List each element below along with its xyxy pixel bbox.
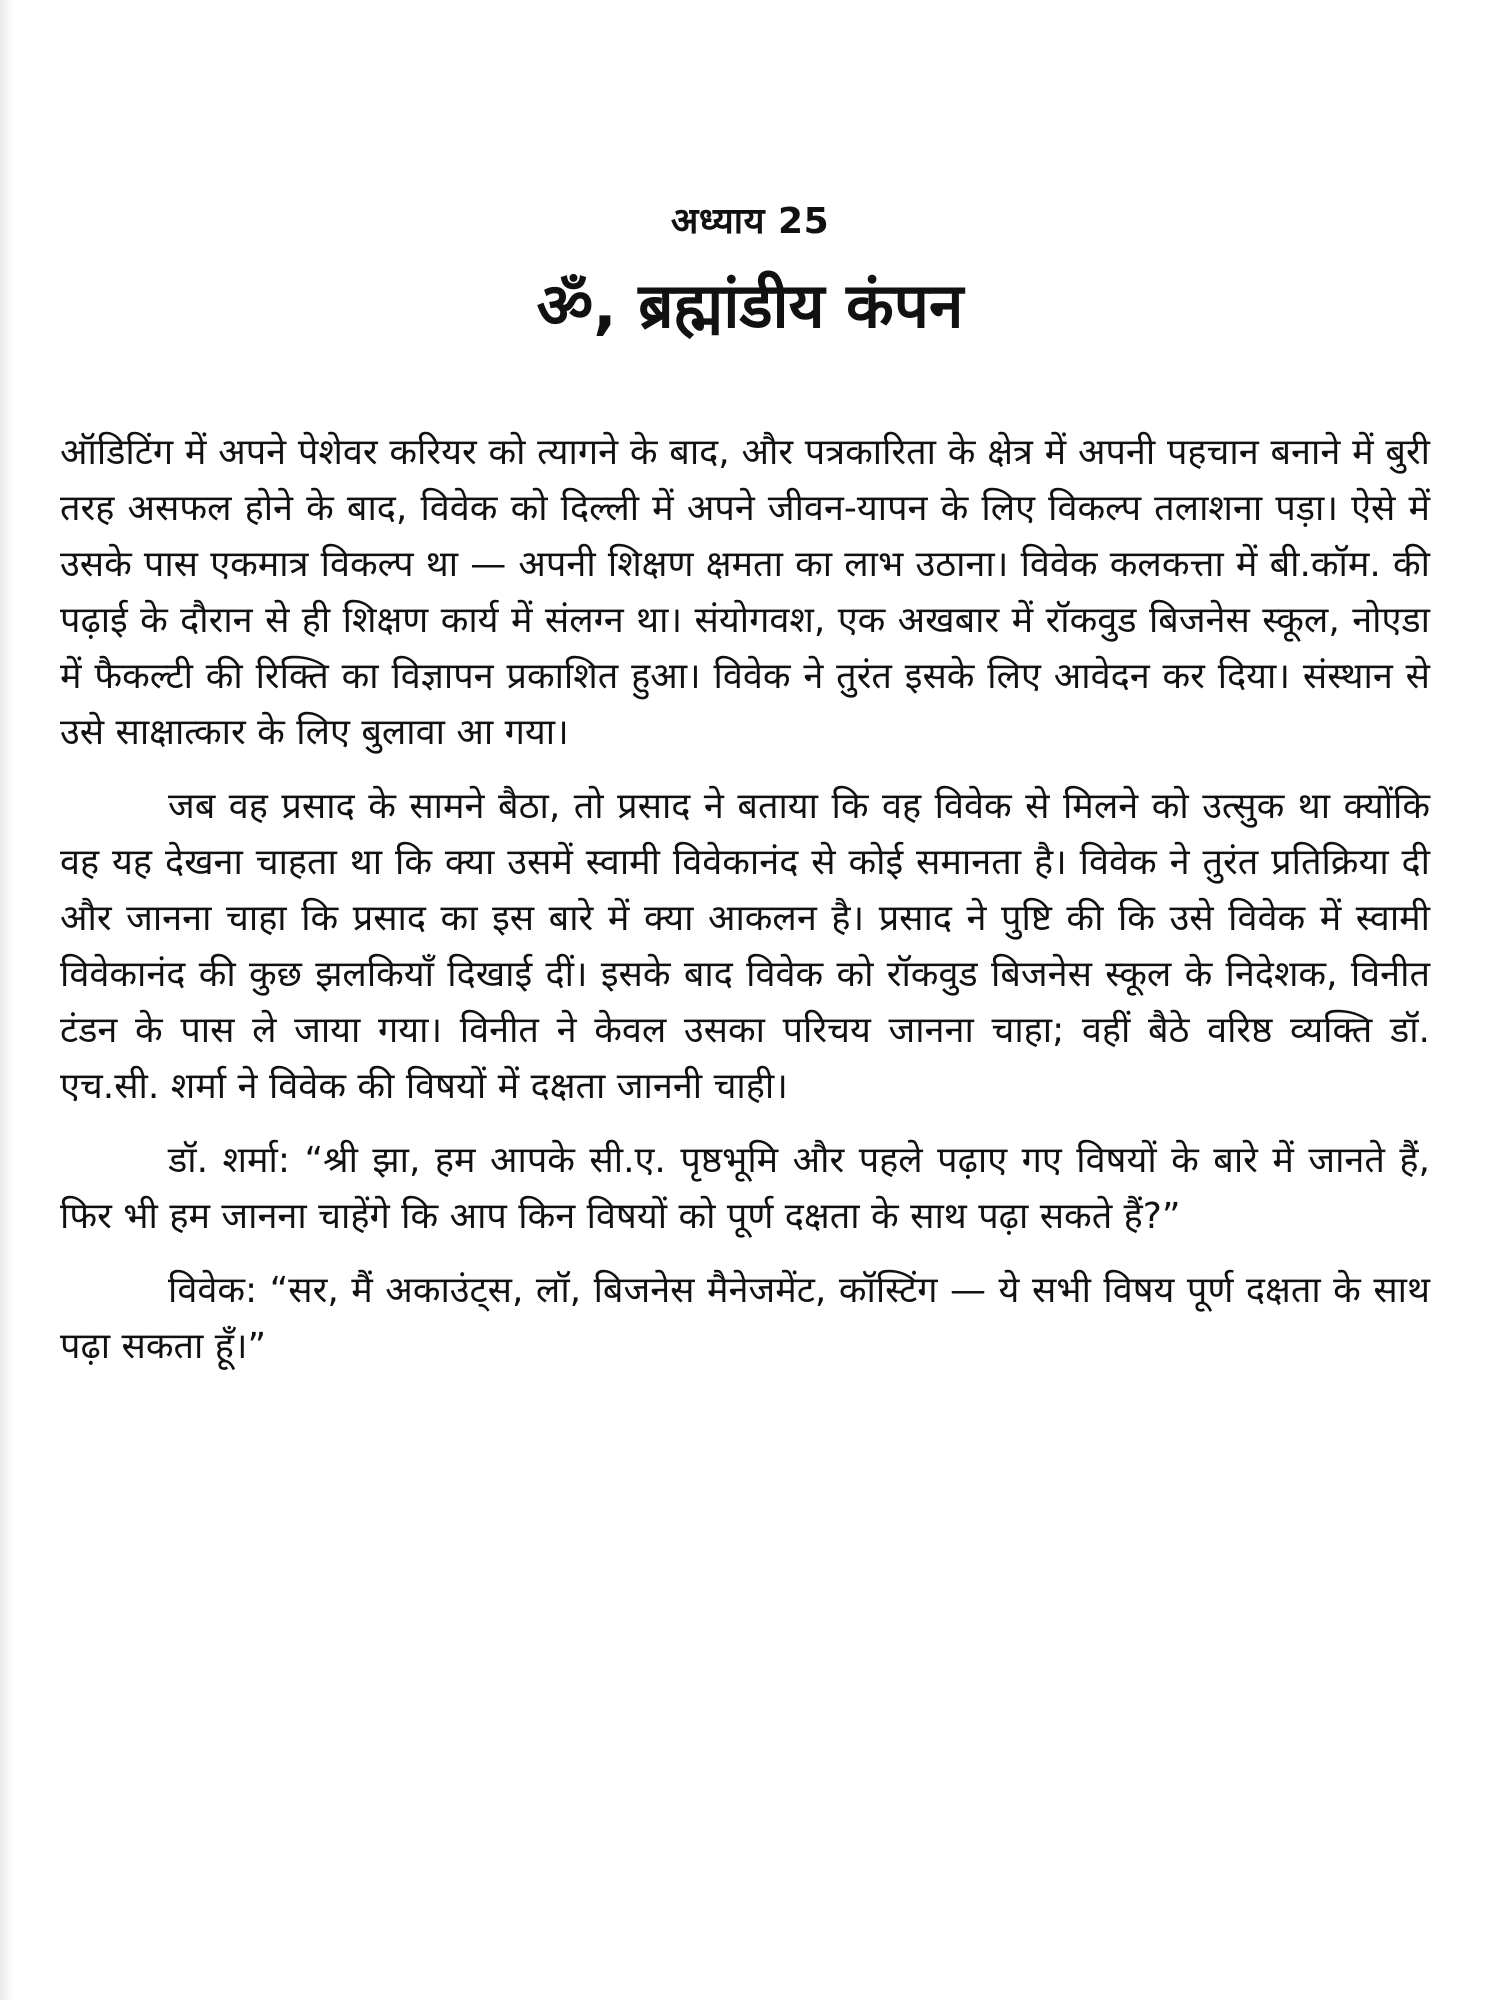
paragraph-dialogue-vivek: विवेक: “सर, मैं अकाउंट्स, लॉ, बिजनेस मैनेजमेंट, कॉस्टिंग — ये सभी विषय पूर्ण दक्षता के साथ पढ़ा सकता हूँ।” bbox=[60, 1270, 1430, 1367]
chapter-body bbox=[60, 425, 1430, 1393]
paragraph-intro: ऑडिटिंग में अपने पेशेवर करियर को त्यागने के बाद, और पत्रकारिता के क्षेत्र में अपनी पहचान बनाने में बुरी तरह असफल होने के बाद, विवेक को दिल्ली में अपने जीवन-यापन के लिए विकल्प तलाशना पड़ा। ऐसे में उसके पास एकमात्र विकल्प था — अपनी शिक्षण क्षमता का लाभ उठाना। विवेक कलकत्ता में बी.कॉम. की पढ़ाई के दौरान से ही शिक्षण कार्य में संलग्न था। संयोगवश, एक अखबार में रॉकवुड बिजनेस स्कूल, नोएडा में फैकल्टी की रिक्ति का विज्ञापन प्रकाशित हुआ। विवेक ने तुरंत इसके लिए आवेदन कर दिया। संस्थान से उसे साक्षात्कार के लिए बुलावा आ गया। bbox=[60, 432, 1430, 753]
chapter-title: ॐ, ब्रह्मांडीय कंपन bbox=[536, 269, 964, 342]
paragraph-dialogue-sharma: डॉ. शर्मा: “श्री झा, हम आपके सी.ए. पृष्ठभूमि और पहले पढ़ाए गए विषयों के बारे में जानते हैं, फिर भी हम जानना चाहेंगे कि आप किन विषयों को पूर्ण दक्षता के साथ पढ़ा सकते हैं?” bbox=[60, 1140, 1430, 1237]
paragraph-meeting-prasad: जब वह प्रसाद के सामने बैठा, तो प्रसाद ने बताया कि वह विवेक से मिलने को उत्सुक था क्योंकि वह यह देखना चाहता था कि क्या उसमें स्वामी विवेकानंद से कोई समानता है। विवेक ने तुरंत प्रतिक्रिया दी और जानना चाहा कि प्रसाद का इस बारे में क्या आकलन है। प्रसाद ने पुष्टि की कि उसे विवेक में स्वामी विवेकानंद की कुछ झलकियाँ दिखाई दीं। इसके बाद विवेक को रॉकवुड बिजनेस स्कूल के निदेशक, विनीत टंडन के पास ले जाया गया। विनीत ने केवल उसका परिचय जानना चाहा; वहीं बैठे वरिष्ठ व्यक्ति डॉ. एच.सी. शर्मा ने विवेक की विषयों में दक्षता जाननी चाही। bbox=[60, 786, 1430, 1107]
chapter-number: अध्याय 25 bbox=[670, 201, 830, 242]
